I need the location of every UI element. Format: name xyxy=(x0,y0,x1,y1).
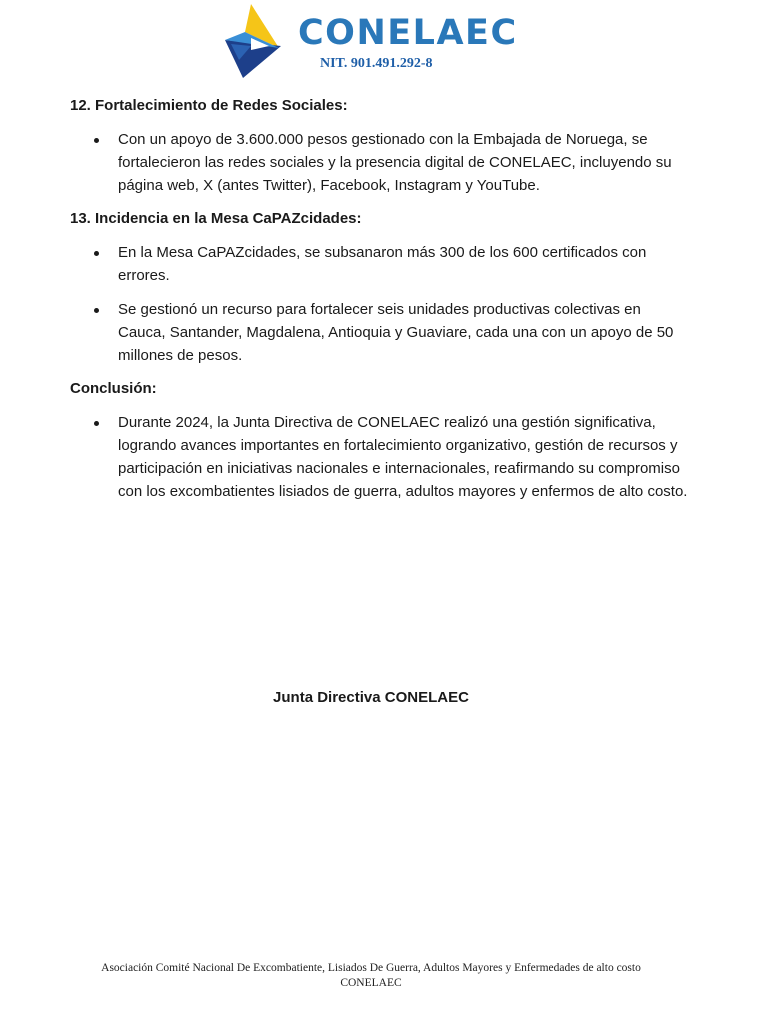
list-item-text: Durante 2024, la Junta Directiva de CONELAEC realizó una gestión significativa, logrando avances importantes en fortalecimiento organizativo, gestión de recursos y participación en iniciativas nacionales e internacionales, reafirmando su compromiso con los excombatientes lisiados de guerra, adultos mayores y enfermos de alto costo. xyxy=(118,414,688,500)
document-body xyxy=(70,95,690,514)
conelaec-logo-icon xyxy=(221,2,297,80)
list-item-text: Se gestionó un recurso para fortalecer seis unidades productivas colectivas en Cauca, Santander, Magdalena, Antioquia y Guaviare, cada una con un apoyo de 50 millones de pesos. xyxy=(118,301,674,364)
page-footer xyxy=(0,961,742,991)
section-heading-capazcidades: 13. Incidencia en la Mesa CaPAZcidades: xyxy=(70,210,362,227)
footer-acronym: CONELAEC xyxy=(340,977,402,989)
bullet-list xyxy=(70,128,690,197)
bullet-icon xyxy=(94,308,99,313)
nit-number: NIT. 901.491.292-8 xyxy=(320,56,433,71)
bullet-list xyxy=(70,411,690,503)
bullet-icon xyxy=(94,138,99,143)
brand-name: CONELAEC xyxy=(298,13,518,53)
footer-organization-name: Asociación Comité Nacional De Excombatiente, Lisiados De Guerra, Adultos Mayores y Enfermedades de alto costo xyxy=(101,962,641,974)
section-heading-conclusion: Conclusión: xyxy=(70,380,157,397)
list-item-text: Con un apoyo de 3.600.000 pesos gestionado con la Embajada de Noruega, se fortalecieron las redes sociales y la presencia digital de CONELAEC, incluyendo su página web, X (antes Twitter), Facebook, Instagram y YouTube. xyxy=(118,131,672,194)
bullet-icon xyxy=(94,251,99,256)
section-heading-redes-sociales: 12. Fortalecimiento de Redes Sociales: xyxy=(70,97,348,114)
list-item xyxy=(70,411,690,503)
signature-block: Junta Directiva CONELAEC xyxy=(273,689,469,706)
list-item xyxy=(70,241,690,287)
list-item xyxy=(70,298,690,367)
bullet-list xyxy=(70,241,690,367)
bullet-icon xyxy=(94,421,99,426)
page-header xyxy=(0,0,772,82)
list-item xyxy=(70,128,690,197)
list-item-text: En la Mesa CaPAZcidades, se subsanaron más 300 de los 600 certificados con errores. xyxy=(118,244,647,284)
